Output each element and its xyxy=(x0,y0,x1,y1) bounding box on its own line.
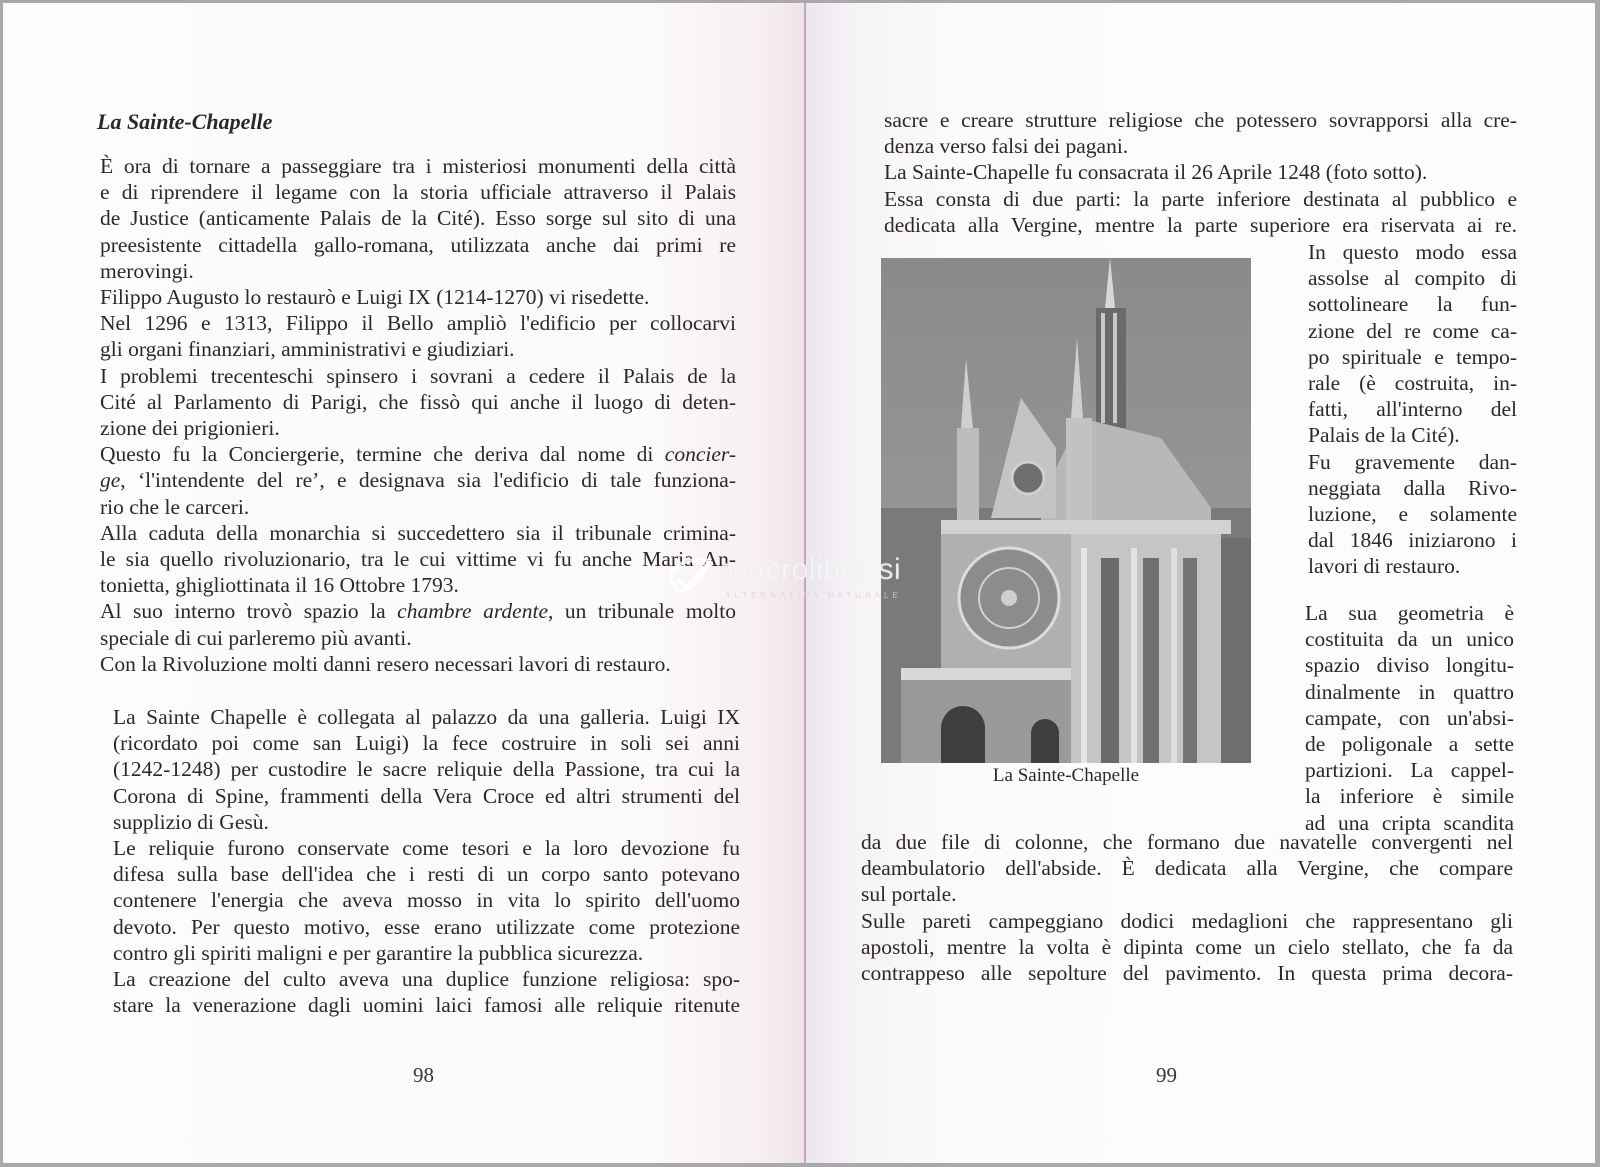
left-page xyxy=(3,3,805,1163)
text-line: Con la Rivoluzione molti danni resero necessari lavori di restauro. xyxy=(100,651,671,676)
italic-term: chambre ardente xyxy=(397,599,548,624)
text-line: merovingi. xyxy=(100,258,194,283)
text-line: È ora di tornare a passeggiare tra i misteriosi monumenti della città xyxy=(100,154,736,178)
right-paragraph-top xyxy=(884,107,1517,238)
section-heading: La Sainte-Chapelle xyxy=(97,109,273,134)
text-line: zione dei prigionieri. xyxy=(100,416,280,441)
text-line: deambulatorio dell'abside. È dedicata alla Vergine, che compare xyxy=(861,856,1513,881)
text-line: devoto. Per questo motivo, esse erano utilizzate come protezione xyxy=(113,914,740,939)
text-line: rale (è costruita, in- xyxy=(1308,371,1517,396)
right-paragraph-bottom xyxy=(861,829,1513,986)
text-line: Alla caduta della monarchia si succedettero sia il tribunale crimina- xyxy=(100,520,736,545)
text-line: I problemi trecenteschi spinsero i sovrani a cedere il Palais de la xyxy=(100,363,736,388)
text-line: La Sainte-Chapelle fu consacrata il 26 Aprile 1248 (foto sotto). xyxy=(884,160,1428,185)
text-line: zione del re come ca- xyxy=(1308,318,1517,343)
text-line: contenere l'energia che aveva mosso in vita lo spirito dell'uomo xyxy=(113,888,740,913)
text-line: Palais de la Cité). xyxy=(1308,423,1460,448)
text-line: difesa sulla base dell'idea che i resti di un corpo santo potevano xyxy=(113,862,740,887)
text-line: la inferiore è simile xyxy=(1305,784,1514,809)
text-line: speciale di cui parleremo più avanti. xyxy=(100,625,412,650)
text-line: stare la venerazione dagli uomini laici famosi alle reliquie ritenute xyxy=(113,993,740,1018)
text-line xyxy=(100,598,736,624)
text-line: (ricordato poi come san Luigi) la fece costruire in soli sei anni xyxy=(113,731,740,756)
text-line: sacre e creare strutture religiose che potessero sovrapporsi alla cre- xyxy=(884,108,1517,132)
text-line: po spirituale e tempo- xyxy=(1308,344,1517,369)
text-line: In questo modo essa xyxy=(1308,240,1517,264)
text-line: Corona di Spine, frammenti della Vera Croce ed altri strumenti del xyxy=(113,783,740,808)
watermark-text: macrolibrarsi xyxy=(723,553,902,586)
text-line: Cité al Parlamento di Parigi, che fissò qui anche il luogo di deten- xyxy=(100,389,736,414)
text-line: tonietta, ghigliottinata il 16 Ottobre 1793. xyxy=(100,573,459,598)
watermark-subtitle: ALTERNATIVA NATURALE xyxy=(725,591,902,600)
text-line: costituita da un unico xyxy=(1305,627,1514,652)
text-line: neggiata dalla Rivo- xyxy=(1308,475,1517,500)
text-line: Fu gravemente dan- xyxy=(1308,449,1517,474)
text-run: , ‘l'intendente del re’, e designava sia l'edificio di tale funziona- xyxy=(120,468,736,493)
text-line: contro gli spiriti maligni e per garantire la pubblica sicurezza. xyxy=(113,940,644,965)
text-line: contrappeso alle sepolture del pavimento. In questa prima decora- xyxy=(861,961,1513,986)
italic-term: ge xyxy=(100,468,121,493)
left-paragraph-2 xyxy=(113,704,740,1018)
text-line: le sia quello rivoluzionario, tra le cui vittime vi fu anche Maria An- xyxy=(100,547,736,572)
text-line: e di riprendere il legame con la storia ufficiale attraverso il Palais xyxy=(100,180,736,205)
chapel-image xyxy=(881,258,1251,763)
text-line: campate, con un'absi- xyxy=(1305,705,1514,730)
text-line: Essa consta di due parti: la parte inferiore destinata al pubblico e xyxy=(884,186,1517,211)
text-line: sottolineare la fun- xyxy=(1308,292,1517,317)
text-line: rio che le carceri. xyxy=(100,494,250,519)
text-line: dedicata alla Vergine, mentre la parte superiore era riservata ai re. xyxy=(884,212,1517,237)
text-line xyxy=(100,467,736,493)
text-line: de poligonale a sette xyxy=(1305,732,1514,757)
text-line: fatti, all'interno del xyxy=(1308,397,1517,422)
text-line: denza verso falsi dei pagani. xyxy=(884,134,1129,159)
page-number-left: 98 xyxy=(413,1063,434,1087)
text-line: supplizio di Gesù. xyxy=(113,809,269,834)
page-number-right: 99 xyxy=(1156,1063,1177,1087)
text-line: sul portale. xyxy=(861,882,957,907)
right-page xyxy=(806,3,1595,1163)
left-paragraph-1 xyxy=(100,153,736,677)
text-line: de Justice (anticamente Palais de la Cité). Esso sorge sul sito di una xyxy=(100,206,736,231)
text-line: apostoli, mentre la volta è dipinta come un cielo stellato, che fa da xyxy=(861,934,1513,959)
text-run: Al suo interno trovò spazio la xyxy=(100,599,398,624)
text-line: partizioni. La cappel- xyxy=(1305,758,1514,783)
text-line: luzione, e solamente xyxy=(1308,502,1517,527)
text-line: ad una cripta scandita xyxy=(1305,810,1514,835)
text-line: Le reliquie furono conservate come tesori e la loro devozione fu xyxy=(113,836,740,861)
text-run: Questo fu la Conciergerie, termine che deriva dal nome di xyxy=(100,442,665,467)
text-line xyxy=(100,441,736,467)
text-line: La creazione del culto aveva una duplice funzione religiosa: spo- xyxy=(113,967,740,992)
text-line: spazio diviso longitu- xyxy=(1305,653,1514,678)
right-side-column-2 xyxy=(1305,600,1514,836)
text-run: , un tribunale molto xyxy=(548,599,736,624)
text-line: (1242-1248) per custodire le sacre reliquie della Passione, tra cui la xyxy=(113,757,740,782)
text-line: lavori di restauro. xyxy=(1308,554,1461,579)
text-line: La Sainte Chapelle è collegata al palazzo da una galleria. Luigi IX xyxy=(113,705,740,729)
text-line: assolse al compito di xyxy=(1308,266,1517,291)
text-line: da due file di colonne, che formano due navatelle convergenti nel xyxy=(861,830,1513,854)
text-line: gli organi finanziari, amministrativi e giudiziari. xyxy=(100,337,515,362)
text-line: La sua geometria è xyxy=(1305,601,1514,625)
text-line: Nel 1296 e 1313, Filippo il Bello ampliò l'edificio per collocarvi xyxy=(100,311,736,336)
sainte-chapelle-photo xyxy=(881,258,1251,763)
book-spread xyxy=(3,3,1595,1163)
photo-caption: La Sainte-Chapelle xyxy=(992,765,1140,786)
right-side-column-1 xyxy=(1308,239,1517,580)
text-line: Sulle pareti campeggiano dodici medaglioni che rappresentano gli xyxy=(861,908,1513,933)
text-line: dal 1846 iniziarono i xyxy=(1308,528,1517,553)
text-line: dinalmente in quattro xyxy=(1305,679,1514,704)
text-line: Filippo Augusto lo restaurò e Luigi IX (1214-1270) vi risedette. xyxy=(100,285,650,310)
italic-term: concier- xyxy=(664,442,736,467)
text-line: preesistente cittadella gallo-romana, utilizzata anche dai primi re xyxy=(100,232,736,257)
